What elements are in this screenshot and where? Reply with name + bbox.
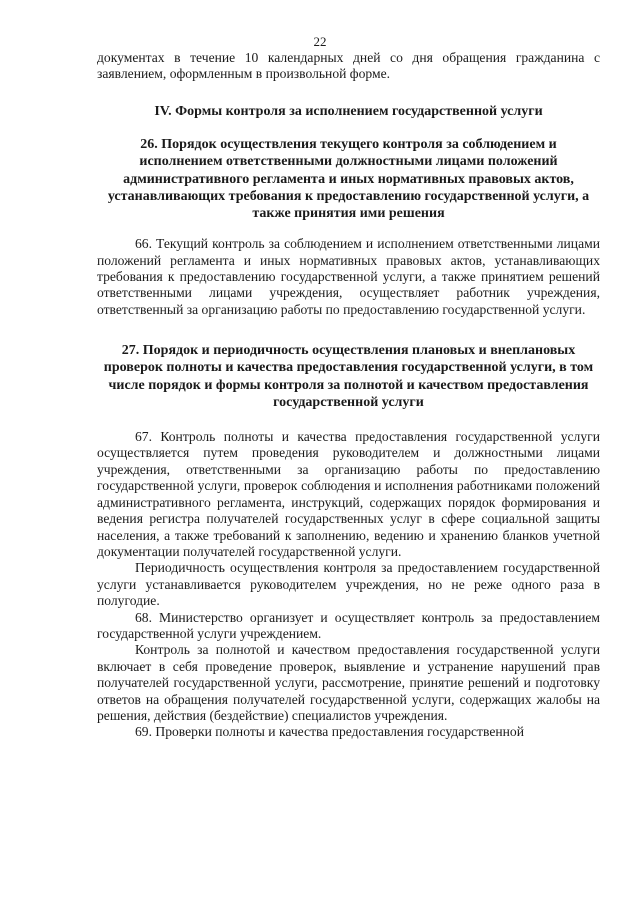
paragraph-69: 69. Проверки полноты и качества предоставления государственной bbox=[135, 724, 524, 740]
page-number: 22 bbox=[313, 34, 327, 49]
section-title: IV. Формы контроля за исполнением государственной услуги bbox=[154, 103, 543, 119]
paragraph-periodicity: Периодичность осуществления контроля за предоставлением государственной услуги устанавливается руководителем учреждения, но не реже одного раза в полугодие. bbox=[97, 560, 600, 609]
heading-27: 27. Порядок и периодичность осуществления плановых и внеплановых проверок полноты и качества предоставления государственной услуги, в том числе порядок и формы контроля за полнотой и качеством предоставления государственной услуги bbox=[103, 343, 594, 410]
document-body bbox=[97, 50, 600, 741]
paragraph-67: 67. Контроль полноты и качества предоставления государственной услуги осуществляется путем проведения руководителем и должностными лицами учреждения, ответственными за организацию работы по предоставлению государственной услуги, проверок соблюдения и исполнения работниками положений административного регламента, инструкций, содержащих порядок формирования и ведения регистра получателей государственных услуг в сфере социальной защиты населения, а также требований к заполнению, ведению и хранению бланков учетной документации получателей государственной услуги. bbox=[97, 429, 600, 559]
heading-26: 26. Порядок осуществления текущего контроля за соблюдением и исполнением ответственными должностными лицами положений административного регламента и иных нормативных правовых актов, устанавливающих требования к предоставлению государственной услуги, а также принятия ими решения bbox=[107, 137, 590, 222]
paragraph-68: 68. Министерство организует и осуществляет контроль за предоставлением государственной услуги учреждением. bbox=[97, 609, 600, 641]
paragraph-control: Контроль за полнотой и качеством предоставления государственной услуги включает в себя проведение проверок, выявление и устранение нарушений прав получателей государственной услуги, рассмотрение, принятие решений и подготовку ответов на обращения получателей государственной услуги, содержащих жалобы на решения, действия (бездействие) специалистов учреждения. bbox=[97, 642, 600, 723]
intro-paragraph: документах в течение 10 календарных дней со дня обращения гражданина с заявлением, оформленным в произвольной форме. bbox=[97, 50, 600, 82]
paragraph-66: 66. Текущий контроль за соблюдением и исполнением ответственными лицами положений регламента и иных нормативных правовых актов, устанавливающих требования к предоставлению государственной услуги, а также принятием решений ответственными лицами учреждения, осуществляет работник учреждения, ответственный за организацию работы по предоставлению государственной услуги. bbox=[97, 236, 600, 317]
